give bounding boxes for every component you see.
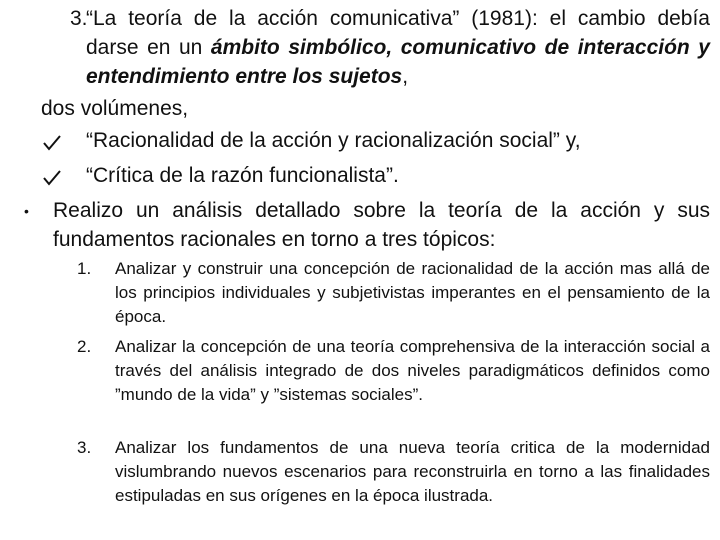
topic-2-text: Analizar la concepción de una teoría comprehensiva de la interacción social a través del análisis integrado de dos niveles paradigmáticos definidos como ”mundo de la vida” y ”sistemas sociales”. — [115, 337, 710, 404]
item-3-text-start: “La teoría de la acción comunicativa” (1981): el cambio debía darse en un — [86, 7, 710, 59]
topic-3-number: 3. — [77, 438, 92, 457]
item-3-text-end: , — [402, 65, 409, 88]
topic-2-number: 2. — [77, 337, 92, 356]
topic-3-text: Analizar los fundamentos de una nueva teoría critica de la modernidad vislumbrando nuevos escenarios para reconstruirla en torno a las finalidades estipuladas en sus orígenes en la época ilustrada. — [115, 438, 710, 505]
analysis-intro: Realizo un análisis detallado sobre la teoría de la acción y sus fundamentos racionales en torno a tres tópicos: — [53, 199, 710, 251]
checkmark-icon — [42, 168, 62, 188]
topic-1-text: Analizar y construir una concepción de racionalidad de la acción mas allá de los principios individuales y subjetivistas imperantes en el pensamiento de la época. — [115, 259, 710, 326]
item-3-number: 3. — [70, 7, 88, 30]
volumes-label: dos volúmenes, — [41, 97, 189, 120]
checkmark-icon — [42, 133, 62, 153]
topic-1-number: 1. — [77, 259, 92, 278]
volume-1: “Racionalidad de la acción y racionalización social” y, — [86, 129, 581, 152]
item-3-text — [86, 4, 710, 91]
volume-2: “Crítica de la razón funcionalista”. — [86, 164, 399, 187]
item-3-emphasis: ámbito simbólico, comunicativo de interacción y entendimiento entre los sujetos — [86, 36, 710, 88]
item-3 — [70, 4, 710, 91]
bullet-marker: • — [24, 203, 29, 219]
